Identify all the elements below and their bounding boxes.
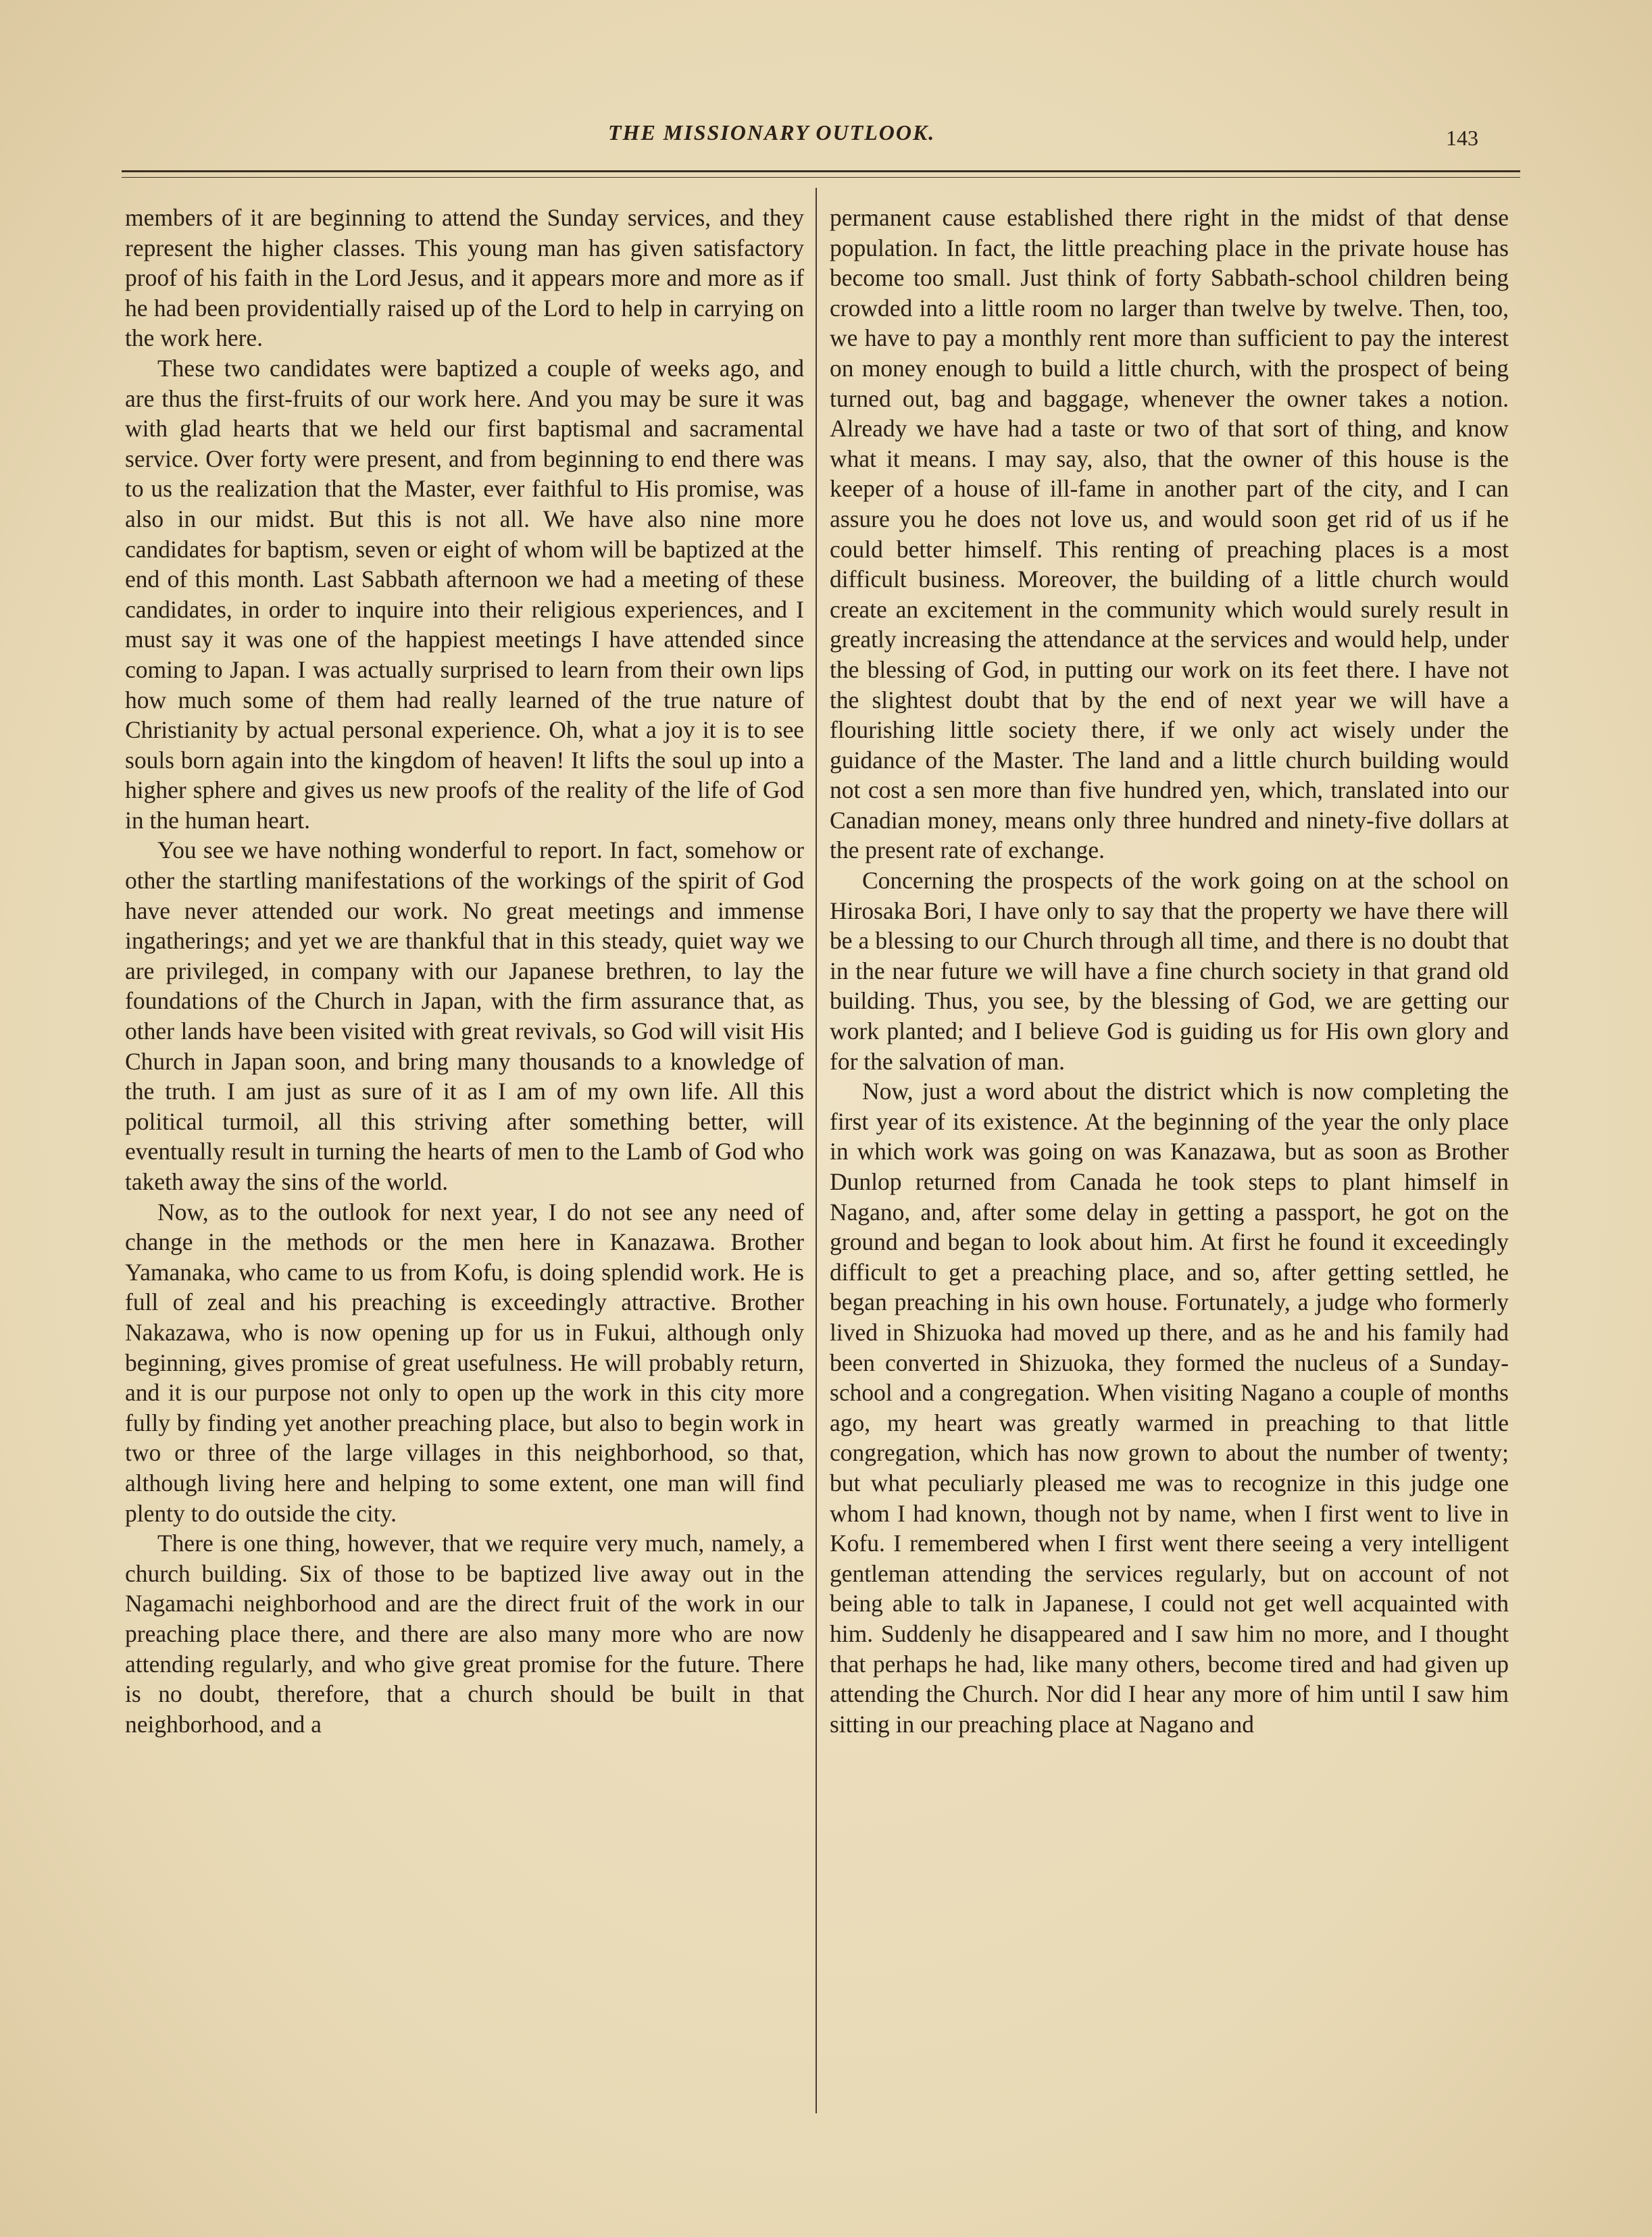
paragraph: There is one thing, however, that we require very much, namely, a church building. Six of those to be baptized live away out in the Nagamachi neighborhood and are the direct fruit of the work in our preaching place there, and there are also many more who are now attending regularly, and who give great promise for the future. There is no doubt, therefore, that a church should be built in that neighborhood, and a — [125, 1530, 804, 1738]
paragraph: You see we have nothing wonderful to report. In fact, somehow or other the startling manifestations of the workings of the spirit of God have never attended our work. No great meetings and immense ingatherings; and yet we are thankful that in this steady, quiet way we are privileged, in company with our Japanese brethren, to lay the foundations of the Church in Japan, with the firm assurance that, as other lands have been visited with great revivals, so God will visit His Church in Japan soon, and bring many thousands to a knowledge of the truth. I am just as sure of it as I am of my own life. All this political turmoil, all this striving after something better, will eventually result in turning the hearts of men to the Lamb of God who taketh away the sins of the world. — [125, 836, 804, 1195]
header-rule — [122, 170, 1520, 172]
paragraph: Now, just a word about the district which is now completing the first year of its existence. At the beginning of the year the only place in which work was going on was Kanazawa, but as soon as Brother Dunlop returned from Canada he took steps to plant himself in Nagano, and, after some delay in getting a passport, he got on the ground and began to look about him. At first he found it exceedingly difficult to get a preaching place, and so, after getting settled, he began preaching in his own house. Fortunately, a judge who formerly lived in Shizuoka had moved up there, and as he and his family had been converted in Shizuoka, they formed the nucleus of a Sunday-school and a congregation. When visiting Nagano a couple of months ago, my heart was greatly warmed in preaching to that little congregation, which has now grown to about the number of twenty; but what peculiarly pleased me was to recognize in this judge one whom I had known, though not by name, when I first went to live in Kofu. I remembered when I first went there seeing a very intelligent gentleman attending the services regularly, but on account of not being able to talk in Japanese, I could not get well acquainted with him. Suddenly he disappeared and I saw him no more, and I thought that perhaps he had, like many others, become tired and had given up attending the Church. Nor did I hear any more of him until I saw him sitting in our preaching place at Nagano and — [830, 1078, 1509, 1738]
column-divider — [816, 188, 817, 2113]
paragraph: These two candidates were baptized a couple of weeks ago, and are thus the first-fruits of our work here. And you may be sure it was with glad hearts that we held our first baptismal and sacramental service. Over forty were present, and from beginning to end there was to us the realization that the Master, ever faithful to His promise, was also in our midst. But this is not all. We have also nine more candidates for baptism, seven or eight of whom will be baptized at the end of this month. Last Sabbath afternoon we had a meeting of these candidates, in order to inquire into their religious experiences, and I must say it was one of the happiest meetings I have attended since coming to Japan. I was actually surprised to learn from their own lips how much some of them had really learned of the true nature of Christianity by actual personal experience. Oh, what a joy it is to see souls born again into the kingdom of heaven! It lifts the soul up into a higher sphere and gives us new proofs of the reality of the life of God in the human heart. — [125, 354, 804, 834]
left-column — [125, 203, 804, 2121]
paragraph: permanent cause established there right in the midst of that dense population. In fact, the little preaching place in the private house has become too small. Just think of forty Sabbath-school children being crowded into a little room no larger than twelve by twelve. Then, too, we have to pay a monthly rent more than sufficient to pay the interest on money enough to build a little church, with the prospect of being turned out, bag and baggage, whenever the owner takes a notion. Already we have had a taste or two of that sort of thing, and know what it means. I may say, also, that the owner of this house is the keeper of a house of ill-fame in another part of the city, and I can assure you he does not love us, and would soon get rid of us if he could better himself. This renting of preaching places is a most difficult business. Moreover, the building of a little church would create an excitement in the community which would surely result in greatly increasing the attendance at the services and would help, under the blessing of God, in putting our work on its feet there. I have not the slightest doubt that by the end of next year we will have a flourishing little society there, if we only act wisely under the guidance of the Master. The land and a little church building would not cost a sen more than five hundred yen, which, translated into our Canadian money, means only three hundred and ninety-five dollars at the present rate of exchange. — [830, 204, 1509, 864]
header-rule-thin — [122, 177, 1520, 178]
right-column — [830, 203, 1509, 2121]
page-number: 143 — [1446, 126, 1478, 150]
running-title: THE MISSIONARY OUTLOOK. — [608, 120, 936, 145]
paragraph: Now, as to the outlook for next year, I do not see any need of change in the methods or the men here in Kanazawa. Brother Yamanaka, who came to us from Kofu, is doing splendid work. He is full of zeal and his preaching is exceedingly attractive. Brother Nakazawa, who is now opening up for us in Fukui, although only beginning, gives promise of great usefulness. He will probably return, and it is our purpose not only to open up the work in this city more fully by finding yet another preaching place, but also to begin work in two or three of the large villages in this neighborhood, so that, although living here and helping to some extent, one man will find plenty to do outside the city. — [125, 1198, 804, 1527]
paragraph: Concerning the prospects of the work going on at the school on Hirosaka Bori, I have only to say that the property we have there will be a blessing to our Church through all time, and there is no doubt that in the near future we will have a fine church society in that grand old building. Thus, you see, by the blessing of God, we are getting our work planted; and I believe God is guiding us for His own glory and for the salvation of man. — [830, 867, 1509, 1075]
paragraph: members of it are beginning to attend the Sunday services, and they represent the higher classes. This young man has given satisfactory proof of his faith in the Lord Jesus, and it appears more and more as if he had been providentially raised up of the Lord to help in carrying on the work here. — [125, 204, 804, 352]
